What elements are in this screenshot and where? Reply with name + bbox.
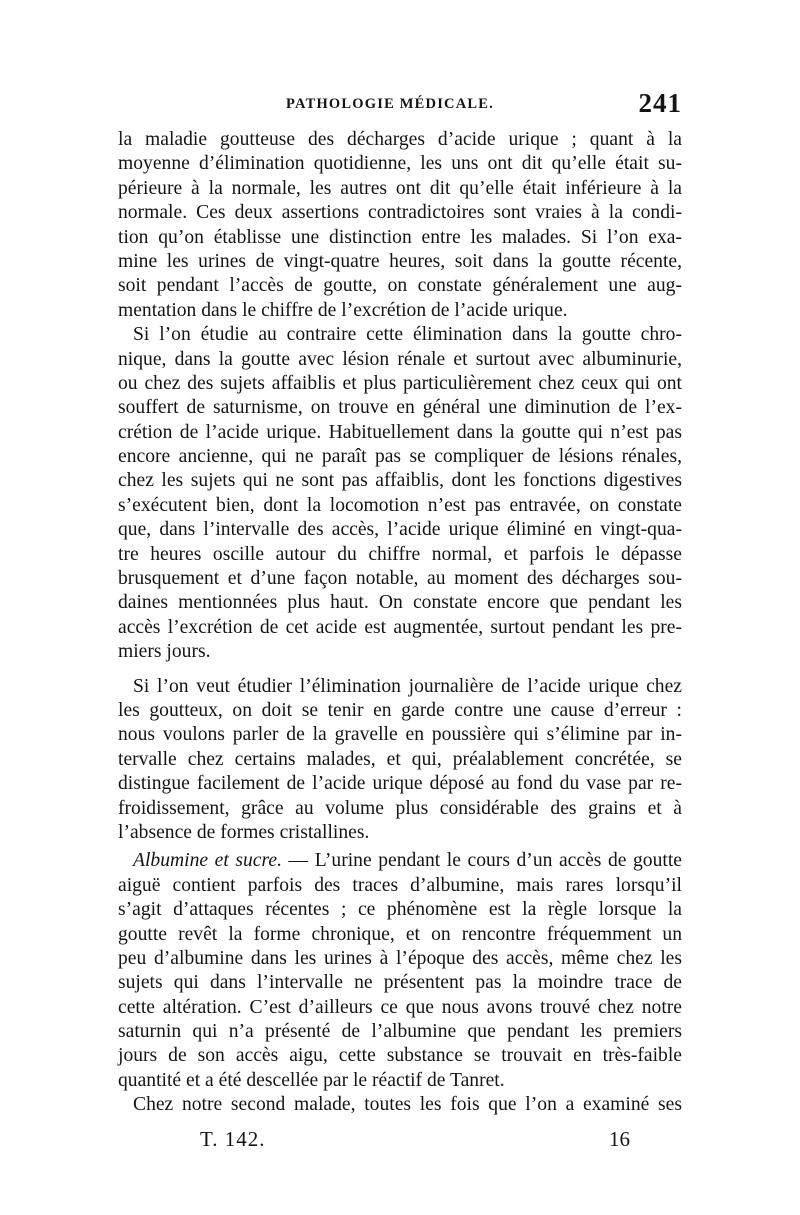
text-line: soit pendant l’accès de goutte, on constate généralement une aug- <box>118 275 682 297</box>
text-line: quantité et a été descellée par le réactif de Tanret. <box>118 1069 505 1091</box>
text-line: crétion de l’acide urique. Habituellement dans la goutte qui n’est pas <box>118 421 682 443</box>
paragraph-gap <box>118 665 682 675</box>
printer-signature: T. 142. <box>200 1127 266 1151</box>
text-line: Si l’on veut étudier l’élimination journalière de l’acide urique chez <box>133 675 682 697</box>
text-line: distingue facilement de l’acide urique déposé au fond du vase par re- <box>118 773 682 795</box>
paragraph-3 <box>118 675 682 846</box>
text-line: mine les urines de vingt-quatre heures, soit dans la goutte récente, <box>118 250 682 272</box>
text-line: saturnin qui n’a présenté de l’albumine que pendant les premiers <box>118 1021 682 1043</box>
text-line: mentation dans le chiffre de l’excrétion de l’acide urique. <box>118 299 568 321</box>
text-line: s’exécutent bien, dont la locomotion n’est pas entravée, on constate <box>118 494 682 516</box>
text-line: Chez notre second malade, toutes les fois que l’on a examiné ses <box>133 1094 682 1116</box>
text-line: nous voulons parler de la gravelle en poussière qui s’élimine par in- <box>118 724 682 746</box>
text-line: moyenne d’élimination quotidienne, les uns ont dit qu’elle était su- <box>118 153 682 175</box>
text-line: souffert de saturnisme, on trouve en général une diminution de l’ex- <box>118 397 682 419</box>
text-line: s’agit d’attaques récentes ; ce phénomène est la règle lorsque la <box>118 899 682 921</box>
heading-line-rest: — L’urine pendant le cours d’un accès de goutte <box>281 850 682 872</box>
running-title: PATHOLOGIE MÉDICALE. <box>286 96 494 112</box>
text-line: la maladie goutteuse des décharges d’acide urique ; quant à la <box>118 129 682 150</box>
text-line: nique, dans la goutte avec lésion rénale et surtout avec albuminurie, <box>118 348 682 370</box>
text-line: accès l’excrétion de cet acide est augmentée, surtout pendant les pre- <box>118 616 682 638</box>
text-line: encore ancienne, qui ne paraît pas se compliquer de lésions rénales, <box>118 446 682 468</box>
text-line: froidissement, grâce au volume plus considérable des grains et à <box>118 797 682 819</box>
text-line: chez les sujets qui ne sont pas affaiblis, dont les fonctions digestives <box>118 470 682 492</box>
text-line: normale. Ces deux assertions contradictoires sont vraies à la condi- <box>118 202 682 224</box>
text-line: peu d’albumine dans les urines à l’époque des accès, même chez les <box>118 947 682 969</box>
paragraph-4 <box>118 849 682 1093</box>
paragraph-2 <box>118 323 682 664</box>
text-line: les goutteux, on doit se tenir en garde contre une cause d’erreur : <box>118 699 682 721</box>
page-body <box>118 128 682 1118</box>
text-line: périeure à la normale, les autres ont dit qu’elle était inférieure à la <box>118 177 682 199</box>
page-footer <box>200 1127 630 1157</box>
text-line: cette altération. C’est d’ailleurs ce que nous avons trouvé chez notre <box>118 996 682 1018</box>
text-line: que, dans l’intervalle des accès, l’acide urique éliminé en vingt-qua- <box>118 519 682 541</box>
text-line: l’absence de formes cristallines. <box>118 821 370 843</box>
text-line: ou chez des sujets affaiblis et plus particulièrement chez ceux qui ont <box>118 372 682 394</box>
page-number: 241 <box>638 88 682 118</box>
text-line: tre heures oscille autour du chiffre normal, et parfois le dépasse <box>118 543 682 565</box>
text-line: miers jours. <box>118 641 211 663</box>
sheet-number: 16 <box>609 1127 630 1151</box>
paragraph-5 <box>118 1093 682 1117</box>
text-line: sujets qui dans l’intervalle ne présentent pas la moindre trace de <box>118 972 682 994</box>
text-line: aiguë contient parfois des traces d’albumine, mais rares lorsqu’il <box>118 874 682 896</box>
text-line: daines mentionnées plus haut. On constate encore que pendant les <box>118 592 682 614</box>
text-line: tervalle chez certains malades, et qui, préalablement concrétée, se <box>118 748 682 770</box>
text-line: jours de son accès aigu, cette substance se trouvait en très-faible <box>118 1045 682 1067</box>
text-line: Si l’on étudie au contraire cette élimination dans la goutte chro- <box>133 324 682 346</box>
paragraph-1 <box>118 128 682 323</box>
text-line <box>118 849 682 873</box>
section-heading: Albumine et sucre. <box>133 850 282 872</box>
page-header <box>118 88 682 128</box>
text-line: brusquement et d’une façon notable, au moment des décharges sou- <box>118 568 682 590</box>
text-line: goutte revêt la forme chronique, et on rencontre fréquemment un <box>118 923 682 945</box>
text-line: tion qu’on établisse une distinction entre les malades. Si l’on exa- <box>118 226 682 248</box>
